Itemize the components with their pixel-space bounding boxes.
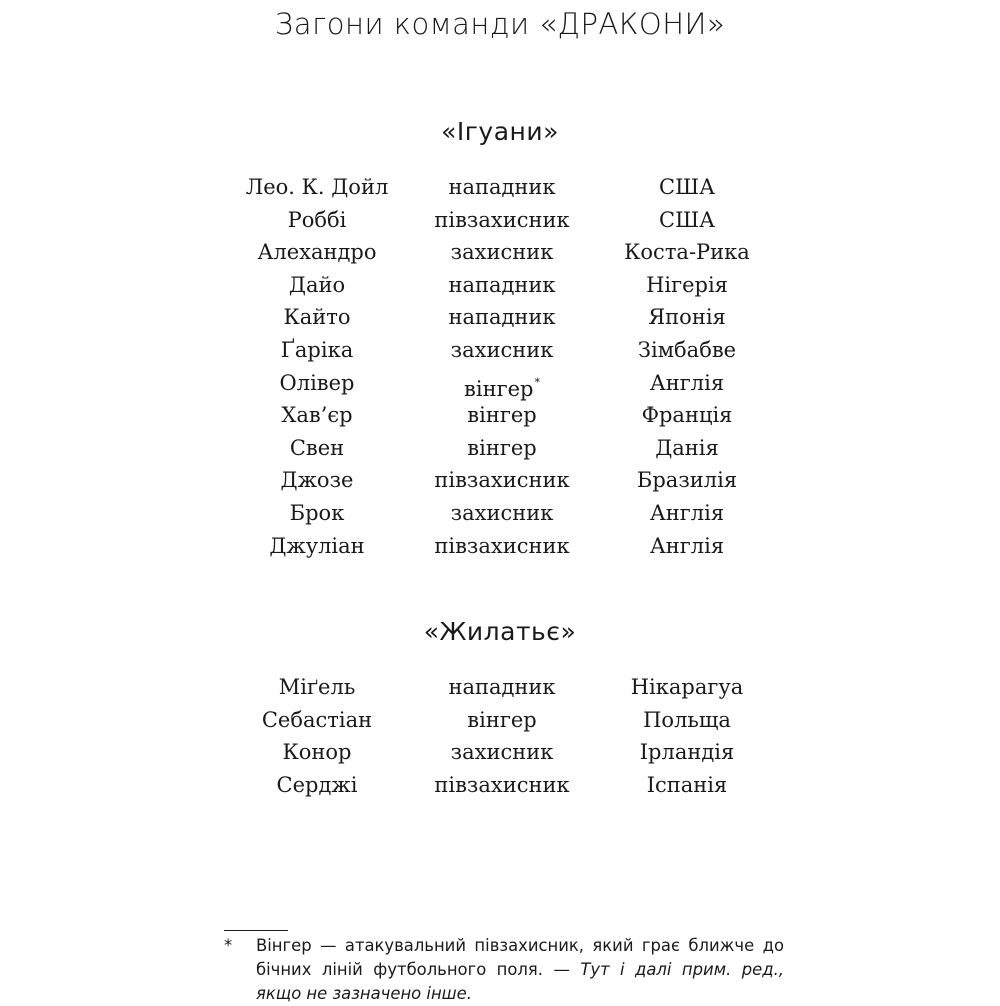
- player-country: Данія: [655, 435, 719, 460]
- roster-row: [0, 769, 1000, 802]
- player-position: захисник: [450, 500, 554, 525]
- player-position: нападник: [448, 305, 556, 330]
- player-country: Франція: [641, 403, 733, 428]
- footnote-italic-note: Тут і далі прим. ред., якщо не зазначено інше.: [256, 960, 784, 1003]
- player-position: захисник: [450, 337, 554, 362]
- roster-iguany: [0, 171, 1000, 562]
- player-country: Ірландія: [639, 740, 735, 765]
- player-name: Хав’єр: [281, 403, 353, 428]
- roster-row: [0, 530, 1000, 563]
- player-position: вінгер: [467, 435, 537, 460]
- player-name: Серджі: [276, 772, 358, 797]
- player-country: США: [659, 207, 715, 232]
- player-position: захисник: [450, 740, 554, 765]
- roster-row: [0, 704, 1000, 737]
- player-country: Англія: [649, 500, 725, 525]
- player-name: Роббі: [287, 207, 347, 232]
- player-position: захисник: [450, 240, 554, 265]
- player-position: півзахисник: [434, 772, 570, 797]
- player-name: Себастіан: [261, 707, 373, 732]
- player-country: Бразилія: [636, 468, 738, 493]
- player-name: Ґаріка: [280, 337, 354, 362]
- footnote-rule: [224, 930, 288, 931]
- player-position: півзахисник: [434, 533, 570, 558]
- player-name: Лео. К. Дойл: [245, 175, 389, 199]
- roster-row: [0, 301, 1000, 334]
- roster-row: [0, 432, 1000, 465]
- footnote-mark: *: [534, 375, 540, 389]
- player-position: вінгер: [467, 403, 537, 428]
- roster-row: [0, 671, 1000, 704]
- footnote-star: *: [224, 936, 233, 955]
- roster-row: [0, 171, 1000, 204]
- roster-row: [0, 736, 1000, 769]
- roster-row: [0, 334, 1000, 367]
- player-country: Японія: [648, 305, 726, 330]
- footnote-body: [224, 934, 784, 1006]
- roster-row: [0, 367, 1000, 400]
- position-label: вінгер: [464, 376, 534, 401]
- player-country: Зімбабве: [637, 337, 737, 362]
- footnote: [224, 934, 784, 1006]
- player-country: Англія: [649, 370, 725, 395]
- player-country: Коста-Рика: [624, 240, 750, 265]
- squad-title-zhylatie: «Жилатьє»: [423, 617, 577, 646]
- roster-zhylatie: [0, 671, 1000, 801]
- player-position: вінгер: [467, 707, 537, 732]
- player-position: нападник: [448, 272, 556, 297]
- player-country: Іспанія: [646, 772, 728, 797]
- player-name: Кайто: [283, 305, 351, 330]
- player-country: Англія: [649, 533, 725, 558]
- roster-row: [0, 236, 1000, 269]
- player-name: Міґель: [278, 675, 356, 699]
- page-title: Загони команди «ДРАКОНИ»: [274, 7, 726, 41]
- player-name: Олівер: [279, 370, 355, 395]
- roster-row: [0, 204, 1000, 237]
- player-name: Конор: [282, 740, 352, 765]
- player-name: Алехандро: [257, 240, 377, 265]
- player-name: Джозе: [280, 468, 354, 493]
- player-position: нападник: [448, 675, 556, 699]
- player-position: нападник: [448, 175, 556, 199]
- roster-row: [0, 399, 1000, 432]
- player-name: Свен: [289, 435, 345, 460]
- player-name: Дайо: [288, 272, 346, 297]
- player-name: Джуліан: [269, 533, 365, 558]
- player-name: Брок: [289, 500, 345, 525]
- footnote-text: Вінгер — атакувальний півзахисник, який грає ближче до бічних ліній футбольного поля. —: [256, 936, 784, 979]
- roster-row: [0, 464, 1000, 497]
- roster-row: [0, 269, 1000, 302]
- player-position: півзахисник: [434, 468, 570, 493]
- player-country: Нігерія: [646, 272, 728, 297]
- player-country: Польща: [643, 707, 731, 732]
- squad-title-iguany: «Ігуани»: [441, 117, 559, 146]
- player-country: США: [659, 175, 715, 199]
- roster-row: [0, 497, 1000, 530]
- player-position: півзахисник: [434, 207, 570, 232]
- player-country: Нікарагуа: [630, 675, 744, 699]
